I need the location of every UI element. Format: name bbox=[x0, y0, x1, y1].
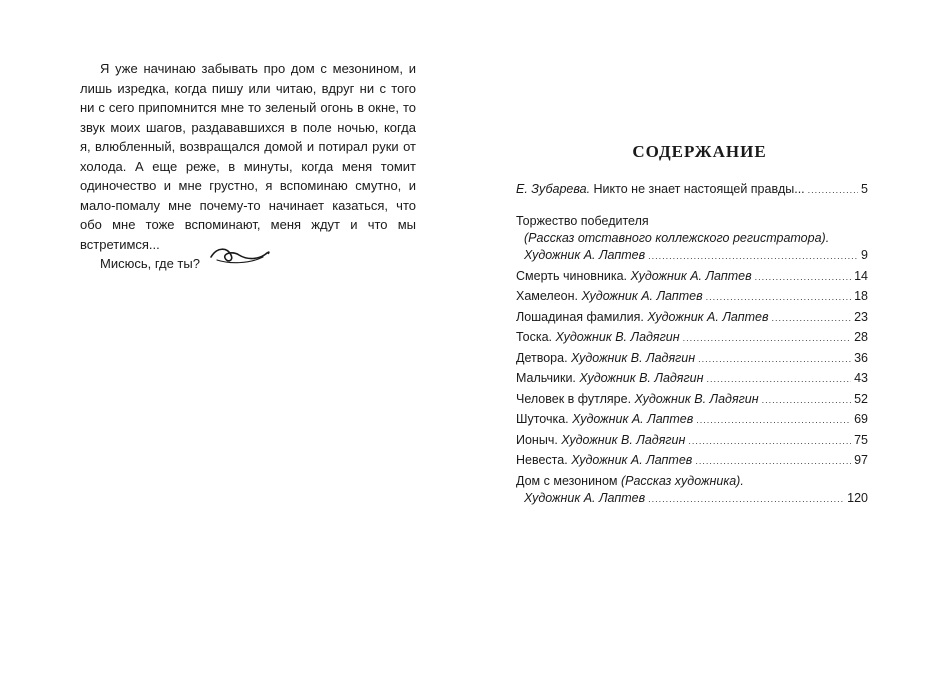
leader-dots bbox=[683, 330, 851, 347]
toc-entry bbox=[516, 181, 868, 198]
paragraph: Мисюсь, где ты? bbox=[100, 256, 200, 271]
toc-artist: Художник А. Лаптев bbox=[581, 289, 703, 303]
toc-page: 120 bbox=[847, 490, 868, 505]
toc-title: Дом с мезонином bbox=[516, 473, 618, 488]
toc-subtitle: (Рассказ отставного коллежского регистратора). bbox=[524, 231, 830, 245]
toc-page: 9 bbox=[861, 248, 868, 262]
toc-title: Человек в футляре. bbox=[516, 391, 632, 406]
toc-artist: Художник В. Ладягин bbox=[561, 432, 686, 447]
leader-dots bbox=[808, 182, 858, 199]
story-ending-text bbox=[80, 59, 416, 274]
toc-entry bbox=[516, 213, 868, 264]
leader-dots bbox=[648, 491, 844, 508]
leader-dots bbox=[696, 412, 851, 429]
leader-dots bbox=[695, 453, 851, 470]
toc-artist: Художник А. Лаптев bbox=[647, 309, 769, 324]
toc-artist: Художник А. Лаптев bbox=[572, 412, 694, 426]
toc-title: Смерть чиновника. bbox=[516, 268, 628, 283]
right-page bbox=[466, 0, 933, 700]
toc-entry bbox=[516, 370, 868, 387]
toc-artist: Художник А. Лаптев bbox=[524, 490, 646, 505]
toc-page: 43 bbox=[854, 371, 868, 385]
toc-title: Шуточка. bbox=[516, 412, 569, 426]
toc-page: 5 bbox=[861, 182, 868, 196]
toc-entry bbox=[516, 411, 868, 428]
toc-artist: Художник А. Лаптев bbox=[630, 268, 752, 283]
toc-artist: Художник А. Лаптев bbox=[571, 453, 693, 467]
toc-entry bbox=[516, 329, 868, 346]
toc-subtitle: (Рассказ художника). bbox=[620, 473, 744, 488]
toc-artist: Художник А. Лаптев bbox=[524, 248, 646, 262]
toc-page: 52 bbox=[854, 391, 868, 406]
leader-dots bbox=[762, 392, 851, 409]
toc-title: Ионыч. bbox=[516, 432, 558, 447]
toc-entry bbox=[516, 432, 868, 449]
toc-page: 69 bbox=[854, 412, 868, 426]
toc-title: Детвора. bbox=[516, 350, 568, 365]
toc-entry bbox=[516, 350, 868, 367]
toc-title: Мальчики. bbox=[516, 371, 576, 385]
toc-title: Хамелеон. bbox=[516, 289, 578, 303]
toc-page: 97 bbox=[854, 453, 868, 467]
flourish-ornament bbox=[207, 244, 271, 266]
toc-title: Тоска. bbox=[516, 330, 553, 344]
toc-entry bbox=[516, 452, 868, 469]
table-of-contents bbox=[516, 181, 868, 510]
toc-title: Никто не знает настоящей правды... bbox=[593, 182, 805, 196]
leader-dots bbox=[698, 351, 851, 368]
toc-title: Лошадиная фамилия. bbox=[516, 309, 644, 324]
toc-artist: Художник В. Ладягин bbox=[571, 350, 696, 365]
toc-artist: Художник В. Ладягин bbox=[555, 330, 680, 344]
toc-entry bbox=[516, 288, 868, 305]
toc-entry bbox=[516, 268, 868, 285]
toc-heading: СОДЕРЖАНИЕ bbox=[632, 142, 767, 161]
leader-dots bbox=[648, 248, 858, 265]
toc-page: 18 bbox=[854, 289, 868, 303]
leader-dots bbox=[755, 269, 851, 286]
toc-entry bbox=[516, 473, 868, 507]
leader-dots bbox=[688, 433, 851, 450]
leader-dots bbox=[706, 371, 851, 388]
toc-page: 75 bbox=[854, 432, 868, 447]
toc-page: 14 bbox=[854, 268, 868, 283]
toc-artist: Художник В. Ладягин bbox=[634, 391, 759, 406]
toc-entry bbox=[516, 309, 868, 326]
toc-title: Невеста. bbox=[516, 453, 568, 467]
toc-author: Е. Зубарева. bbox=[516, 182, 591, 196]
toc-page: 28 bbox=[854, 330, 868, 344]
toc-artist: Художник В. Ладягин bbox=[579, 371, 704, 385]
toc-entry bbox=[516, 391, 868, 408]
leader-dots bbox=[706, 289, 851, 306]
toc-title: Торжество победителя bbox=[516, 214, 649, 228]
left-page bbox=[0, 0, 466, 700]
paragraph: Я уже начинаю забывать про дом с мезонином, и лишь изредка, когда пишу или читаю, вдруг ни с того ни с сего припомнится мне то зеленый огонь в окне, то звук моих шагов, раздававшихся в поле ночью, когда я, влюбленный, возвращался домой и потирал руки от холода. А еще реже, в минуты, когда меня томит одиночество и мне грустно, я вспоминаю смутно, и мало-помалу мне почему-то начинает казаться, что обо мне тоже вспоминают, меня ждут и что мы встретимся... bbox=[80, 61, 416, 252]
leader-dots bbox=[771, 310, 851, 327]
toc-page: 36 bbox=[854, 350, 868, 365]
toc-page: 23 bbox=[854, 309, 868, 324]
